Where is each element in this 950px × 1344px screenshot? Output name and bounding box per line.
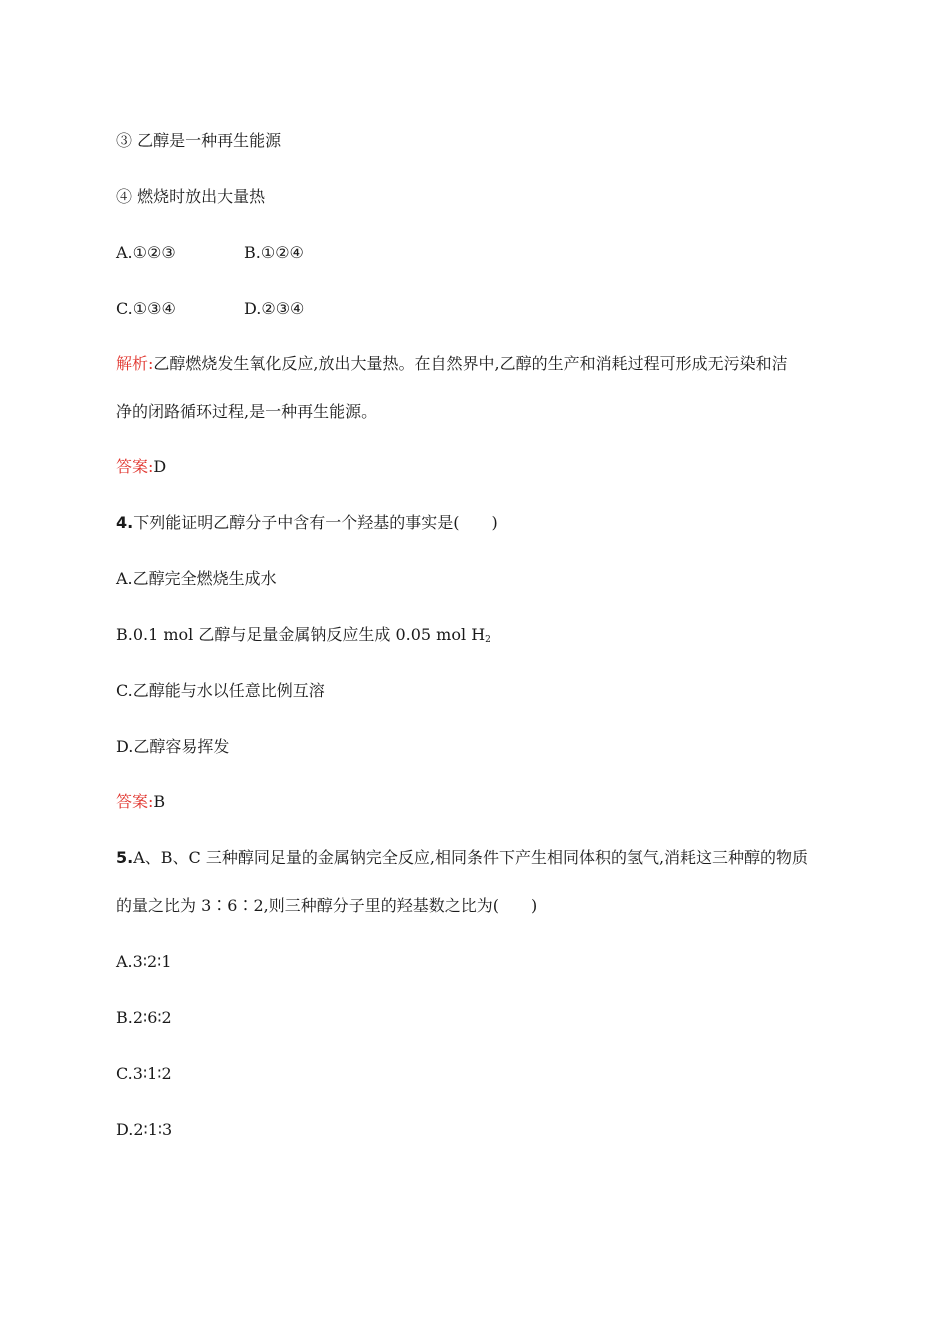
question-text: A、B、C 三种醇同足量的金属钠完全反应,相同条件下产生相同体积的氢气,消耗这三种醇的物质 (133, 848, 809, 867)
question-number: 4. (116, 513, 134, 532)
q4-option-a: A.乙醇完全燃烧生成水 (116, 569, 277, 588)
answer-label: 答案: (116, 457, 154, 476)
q5-stem-line-2: 的量之比为 3∶6∶2,则三种醇分子里的羟基数之比为( ) (116, 896, 538, 915)
q5-stem-line-1 (116, 848, 808, 868)
q4-answer (116, 792, 165, 812)
answer-value: D (153, 457, 167, 476)
q4-option-d: D.乙醇容易挥发 (116, 737, 230, 756)
q3-item-4: ④ 燃烧时放出大量热 (116, 187, 266, 206)
q5-option-b: B.2∶6∶2 (116, 1008, 172, 1027)
q4-option-c: C.乙醇能与水以任意比例互溶 (116, 681, 325, 700)
q5-option-d: D.2∶1∶3 (116, 1120, 173, 1139)
analysis-label: 解析: (116, 354, 154, 373)
q3-option-c: C.①③④ (116, 299, 176, 318)
option-b-text: B.0.1 mol 乙醇与足量金属钠反应生成 0.05 mol H (116, 625, 486, 644)
q3-option-b: B.①②④ (244, 243, 304, 262)
q3-analysis-line-1 (116, 354, 788, 374)
question-text: 下列能证明乙醇分子中含有一个羟基的事实是( ) (133, 513, 498, 532)
q3-item-3: ③ 乙醇是一种再生能源 (116, 131, 282, 150)
q4-option-b (116, 625, 491, 650)
q3-option-a: A.①②③ (116, 243, 176, 262)
answer-label: 答案: (116, 792, 154, 811)
subscript: 2 (485, 635, 491, 645)
q5-option-c: C.3∶1∶2 (116, 1064, 172, 1083)
q3-answer (116, 457, 166, 477)
question-number: 5. (116, 848, 134, 867)
q4-stem (116, 513, 498, 533)
answer-value: B (153, 792, 166, 811)
q3-option-d: D.②③④ (244, 299, 305, 318)
analysis-text: 乙醇燃烧发生氧化反应,放出大量热。在自然界中,乙醇的生产和消耗过程可形成无污染和洁 (153, 354, 788, 373)
q3-analysis-line-2: 净的闭路循环过程,是一种再生能源。 (116, 402, 378, 421)
q5-option-a: A.3∶2∶1 (116, 952, 172, 971)
